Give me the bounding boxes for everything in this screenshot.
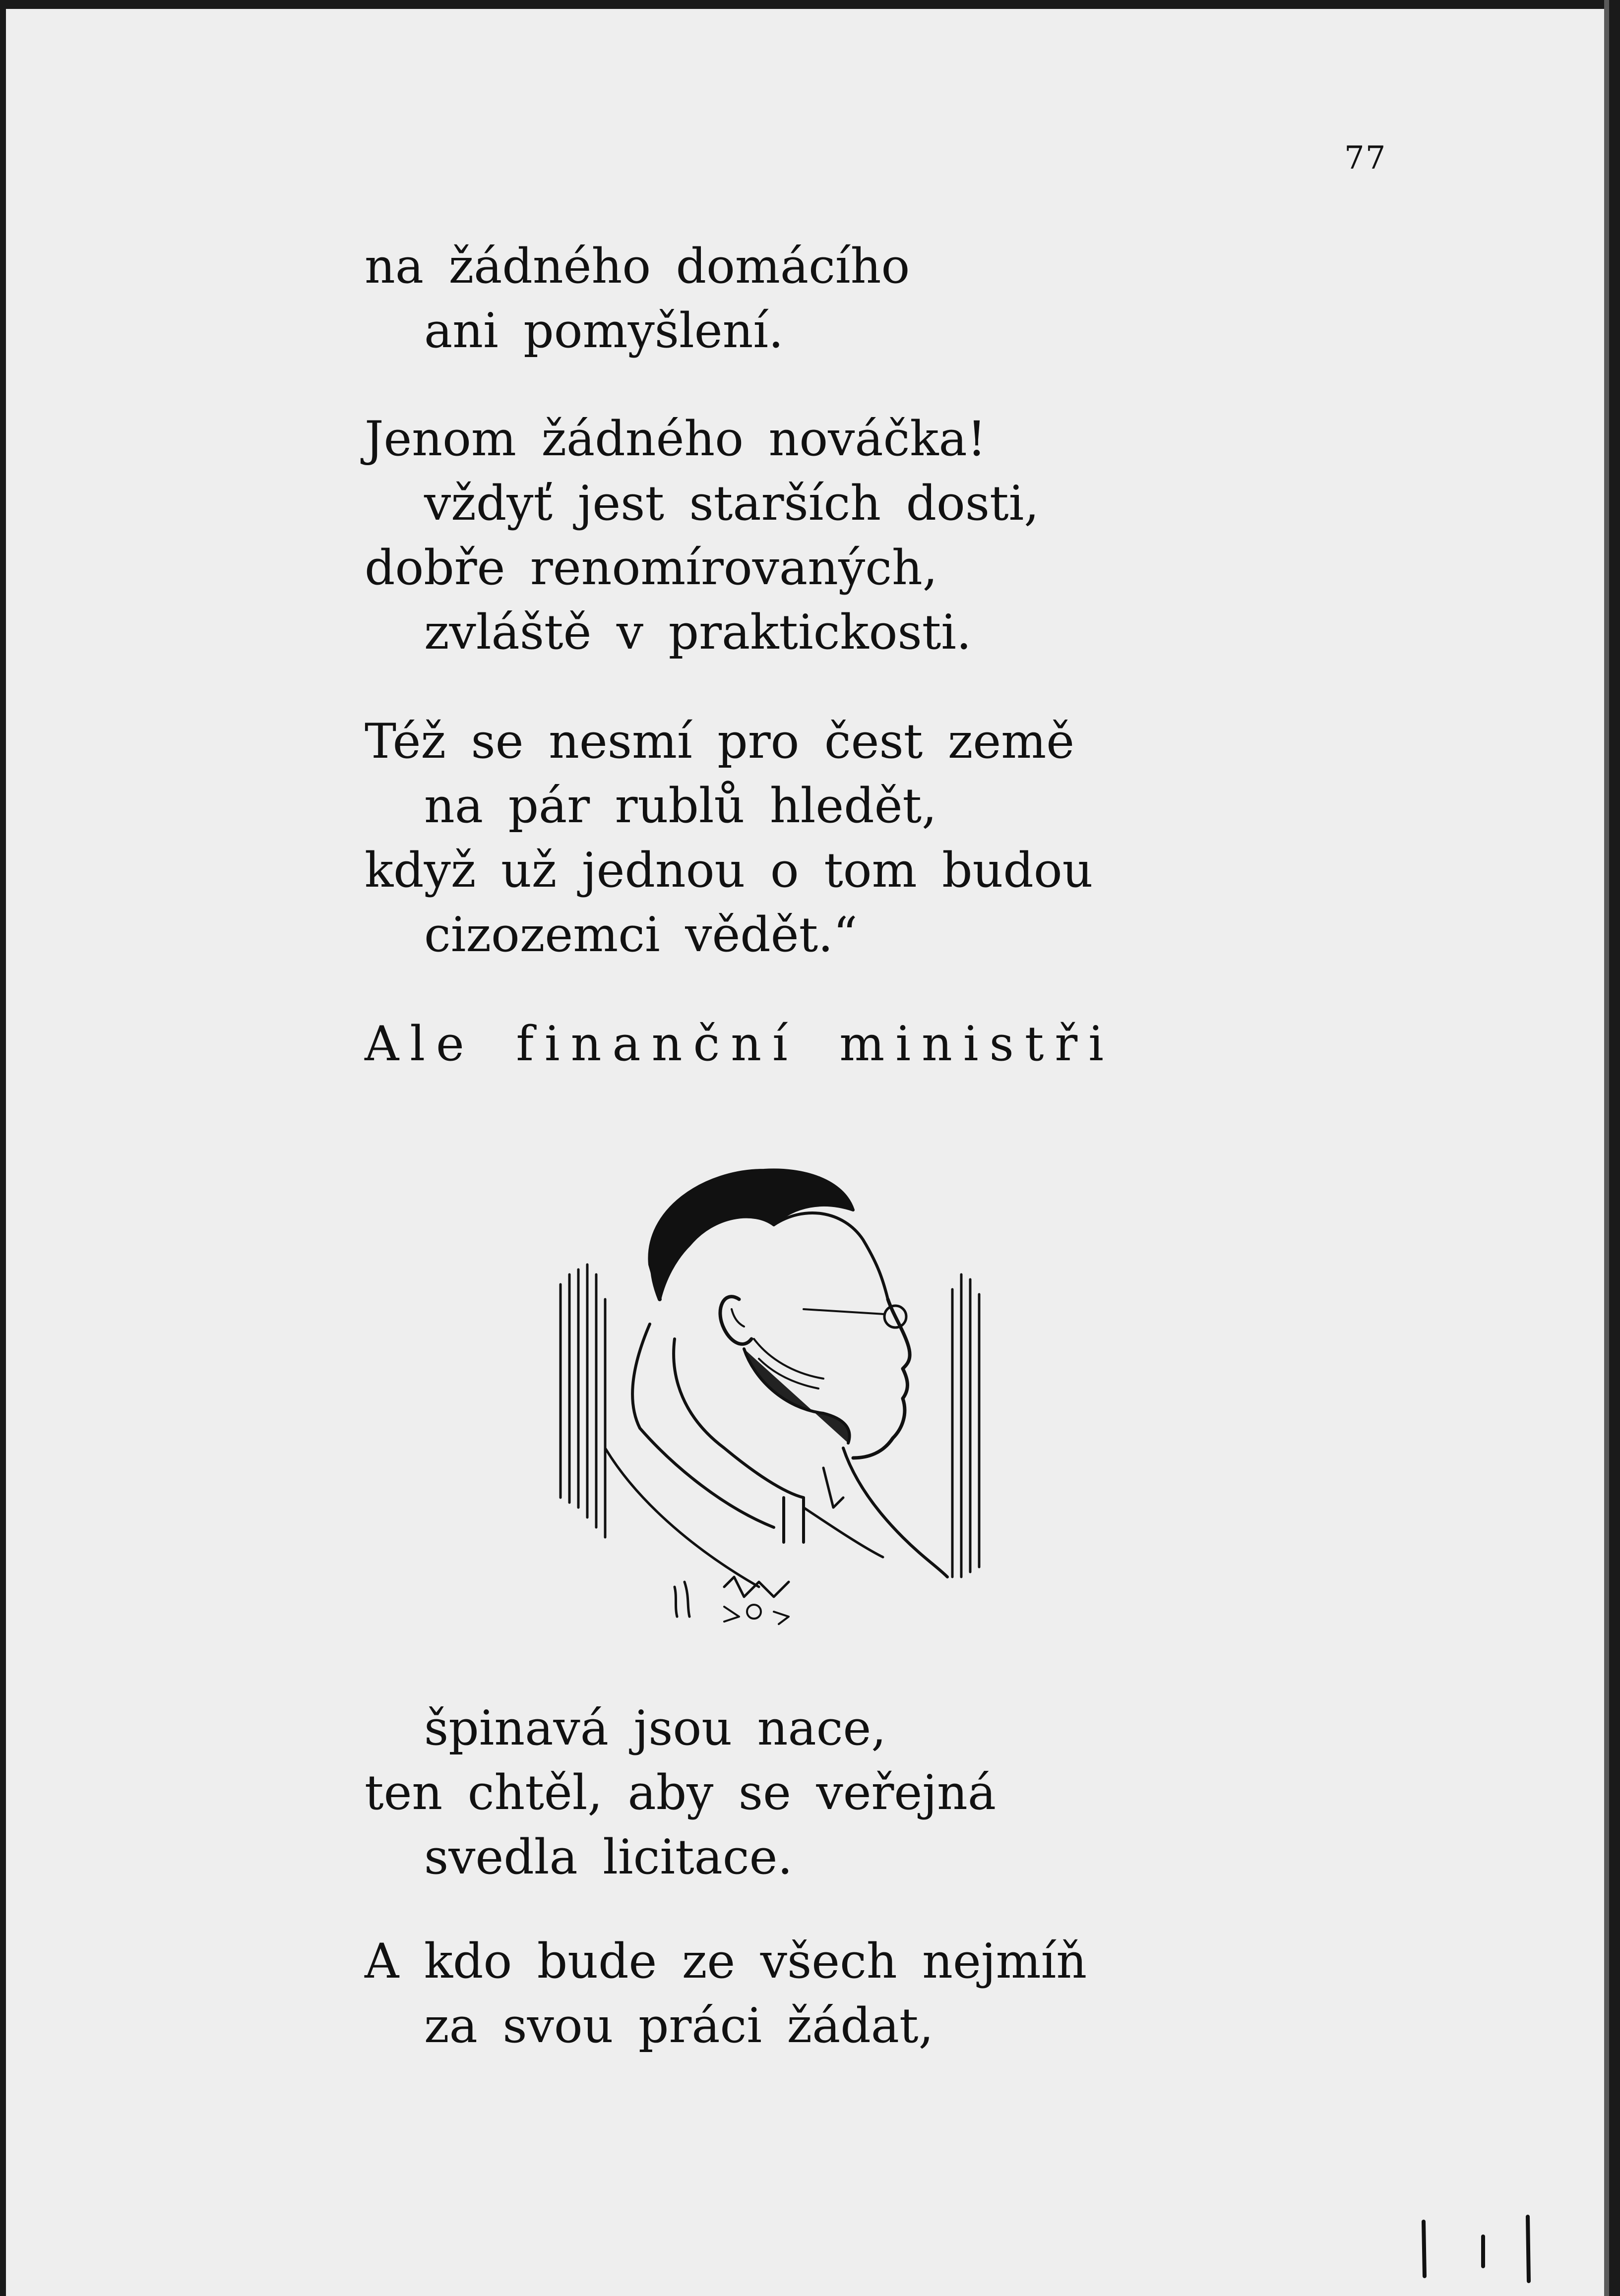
verse-line-spaced: Ale finanční ministři	[365, 1016, 1115, 1072]
page-number: 77	[1344, 140, 1387, 177]
stanza-5	[365, 1696, 996, 1889]
scan-artifact-marks	[1414, 2212, 1543, 2286]
verse-line: na pár rublů hledět,	[424, 778, 937, 834]
verse-line: ten chtěl, aby se veřejná	[365, 1765, 997, 1820]
verse-line: cizozemci vědět.“	[424, 907, 858, 963]
scan-edge-right-shadow	[1604, 0, 1609, 2296]
scan-edge-right	[1609, 0, 1620, 2296]
scan-edge-left	[0, 0, 6, 2296]
verse-line: zvláště v praktickosti.	[424, 604, 972, 660]
scan-edge-top	[0, 0, 1620, 9]
stanza-3	[365, 709, 1093, 967]
verse-line: špinavá jsou nace,	[424, 1700, 886, 1756]
verse-line: Též se nesmí pro čest země	[365, 714, 1075, 769]
verse-line: ani pomyšlení.	[424, 303, 784, 359]
verse-line: když už jednou o tom budou	[365, 843, 1093, 898]
verse-line: za svou práci žádat,	[424, 1998, 934, 2054]
verse-line: vždyť jest starších dosti,	[424, 476, 1039, 531]
verse-line: svedla licitace.	[424, 1829, 793, 1885]
stanza-1	[365, 234, 910, 363]
verse-line: Jenom žádného nováčka!	[365, 411, 987, 467]
portrait-drawing	[526, 1150, 1002, 1627]
stanza-4	[365, 1012, 1115, 1076]
stanza-2	[365, 407, 1039, 665]
verse-line: na žádného domácího	[365, 239, 910, 294]
verse-line: A kdo bude ze všech nejmíň	[365, 1933, 1087, 1989]
portrait-illustration	[526, 1150, 1002, 1627]
verse-line: dobře renomírovaných,	[365, 540, 938, 596]
stanza-6	[365, 1929, 1087, 2058]
